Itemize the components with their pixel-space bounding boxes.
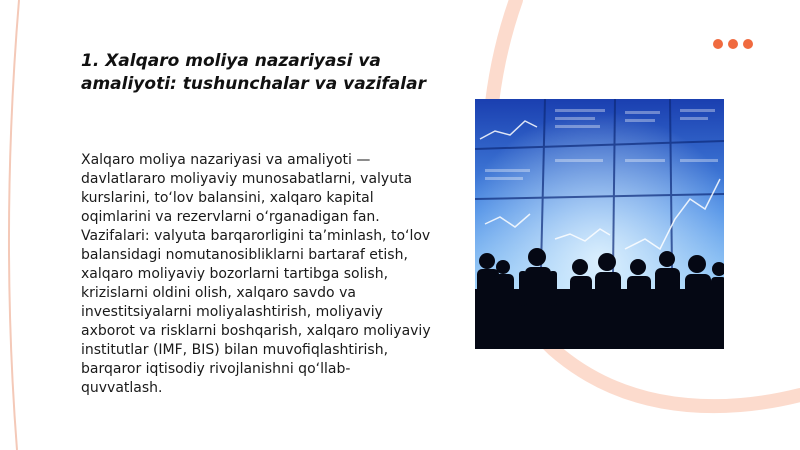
dot bbox=[743, 39, 753, 49]
dot bbox=[713, 39, 723, 49]
slide-body-text: Xalqaro moliya nazariyasi va amaliyoti — davlatlararo moliyaviy munosabatlarni, valyuta kurslarini, to‘lov balansini, xalqaro kapital oqimlarini va rezervlarni o‘rganadigan fan. Vazifalari: valyuta barqarorligini ta’minlash, to‘lov balansidagi nomutanosibliklarni bartaraf etish, xalqaro moliyaviy bozorlarni tartibga solish, krizislarni oldini olish, xalqaro savdo va investitsiyalarni moliyalashtirish, moliyaviy axborot va risklarni boshqarish, xalqaro moliyaviy institutlar (IMF, BIS) bilan muvofiqlashtirish, barqaror iqtisodiy rivojlanishni qo‘llab-quvvatlash. bbox=[81, 152, 431, 396]
more-dots-icon bbox=[713, 39, 753, 49]
slide-title: 1. Xalqaro moliya nazariyasi va amaliyoti: tushunchalar va vazifalar bbox=[81, 51, 426, 94]
trading-screen-photo bbox=[475, 99, 724, 349]
dot bbox=[728, 39, 738, 49]
